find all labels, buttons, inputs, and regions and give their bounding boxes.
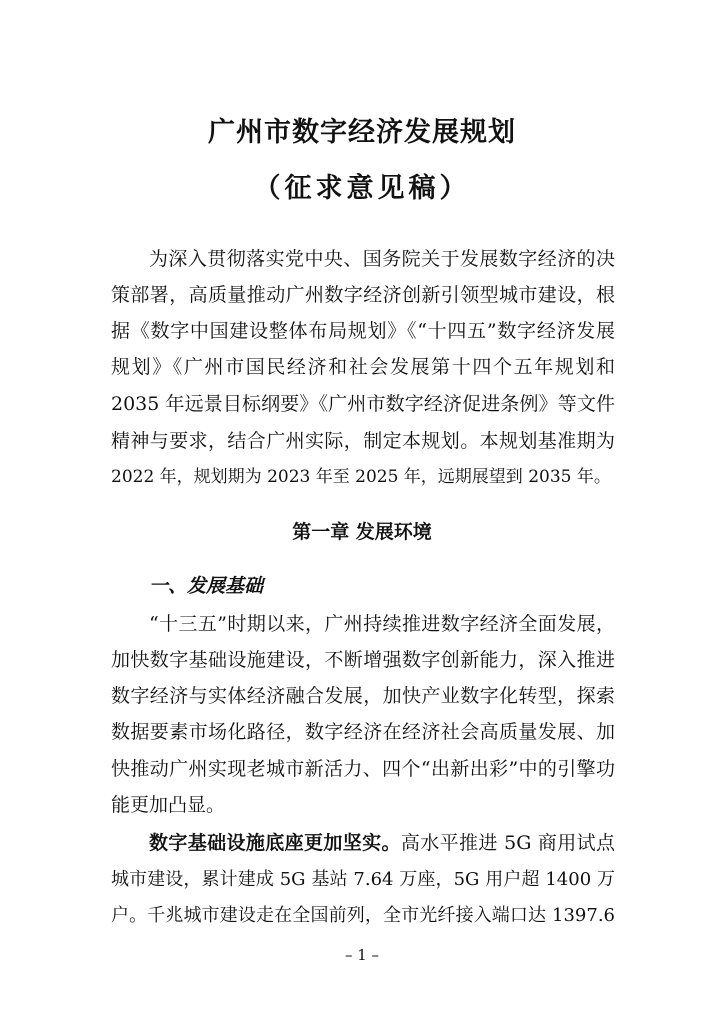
- intro-line: 规划》《广州市国民经济和社会发展第十四个五年规划和: [111, 356, 615, 378]
- infra-line: 城市建设，累计建成 5G 基站 7.64 万座，5G 用户超 1400 万: [111, 869, 615, 890]
- document-title: 广州市数字经济发展规划: [208, 117, 516, 148]
- section-line: 加快数字基础设施建设，不断增强数字创新能力，深入推进: [111, 649, 615, 671]
- intro-line: 为深入贯彻落实党中央、国务院关于发展数字经济的决: [149, 248, 615, 270]
- section-line: “十三五”时期以来，广州持续推进数字经济全面发展，: [149, 613, 615, 635]
- section-line: 能更加凸显。: [111, 794, 226, 816]
- infra-line-rest: 高水平推进 5G 商用试点: [400, 832, 615, 854]
- document-subtitle: （征求意见稿）: [253, 173, 471, 204]
- intro-line: 2035 年远景目标纲要》《广州市数字经济促进条例》等文件: [111, 393, 615, 415]
- section-line: 数据要素市场化路径，数字经济在经济社会高质量发展、加: [111, 721, 615, 743]
- section-heading: 一、发展基础: [149, 575, 264, 597]
- infra-line-first: [149, 829, 615, 857]
- section-line: 数字经济与实体经济融合发展，加快产业数字化转型，探索: [111, 685, 615, 707]
- intro-line: 据《数字中国建设整体布局规划》《“十四五”数字经济发展: [111, 320, 615, 342]
- section-line: 快推动广州实现老城市新活力、四个“出新出彩”中的引擎功: [111, 758, 615, 780]
- infra-line: 户。千兆城市建设走在全国前列，全市光纤接入端口达 1397.6: [111, 905, 615, 926]
- intro-line: 精神与要求，结合广州实际，制定本规划。本规划基准期为: [111, 430, 615, 452]
- page-number: – 1 –: [344, 946, 380, 964]
- intro-line: 2022 年，规划期为 2023 年至 2025 年，远期展望到 2035 年。: [111, 467, 611, 487]
- infra-bold-lead: 数字基础设施底座更加坚实。: [149, 832, 401, 854]
- chapter-heading: 第一章 发展环境: [292, 521, 432, 543]
- intro-line: 策部署，高质量推动广州数字经济创新引领型城市建设，根: [111, 284, 615, 306]
